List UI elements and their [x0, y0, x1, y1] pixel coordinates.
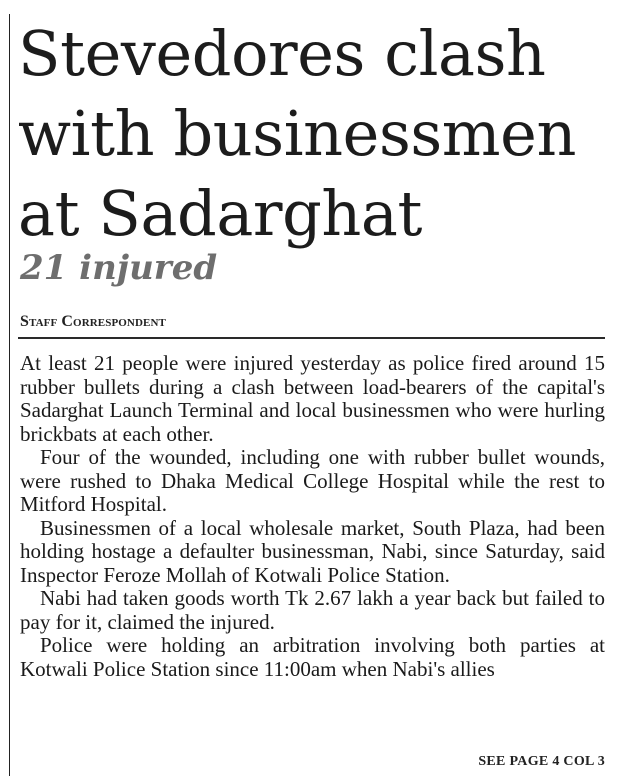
headline-line-3: at Sadarghat [18, 177, 423, 250]
byline: Staff Correspondent [20, 313, 166, 330]
continuation-jump-line: SEE PAGE 4 COL 3 [478, 754, 605, 769]
byline-divider [18, 337, 605, 339]
paragraph-1: At least 21 people were injured yesterday as police fired around 15 rubber bullets during a clash between load-bearers of the capital's Sadarghat Launch Terminal and local businessmen who were hurling brickbats at each other. [20, 351, 605, 446]
paragraph-5: Police were holding an arbitration involving both parties at Kotwali Police Station since 11:00am when Nabi's allies [20, 633, 605, 681]
paragraph-2: Four of the wounded, including one with rubber bullet wounds, were rushed to Dhaka Medical College Hospital while the rest to Mitford Hospital. [20, 445, 605, 516]
headline [18, 14, 613, 254]
paragraph-3: Businessmen of a local wholesale market, South Plaza, had been holding hostage a defaulter businessman, Nabi, since Saturday, said Inspector Feroze Mollah of Kotwali Police Station. [20, 515, 605, 587]
column-divider-rule [9, 14, 10, 776]
subheadline: 21 injured [20, 248, 218, 288]
headline-line-2: with businessmen [18, 97, 576, 170]
headline-line-1: Stevedores clash [18, 17, 546, 90]
article-body [20, 352, 605, 681]
paragraph-4: Nabi had taken goods worth Tk 2.67 lakh a year back but failed to pay for it, claimed the injured. [20, 586, 605, 634]
